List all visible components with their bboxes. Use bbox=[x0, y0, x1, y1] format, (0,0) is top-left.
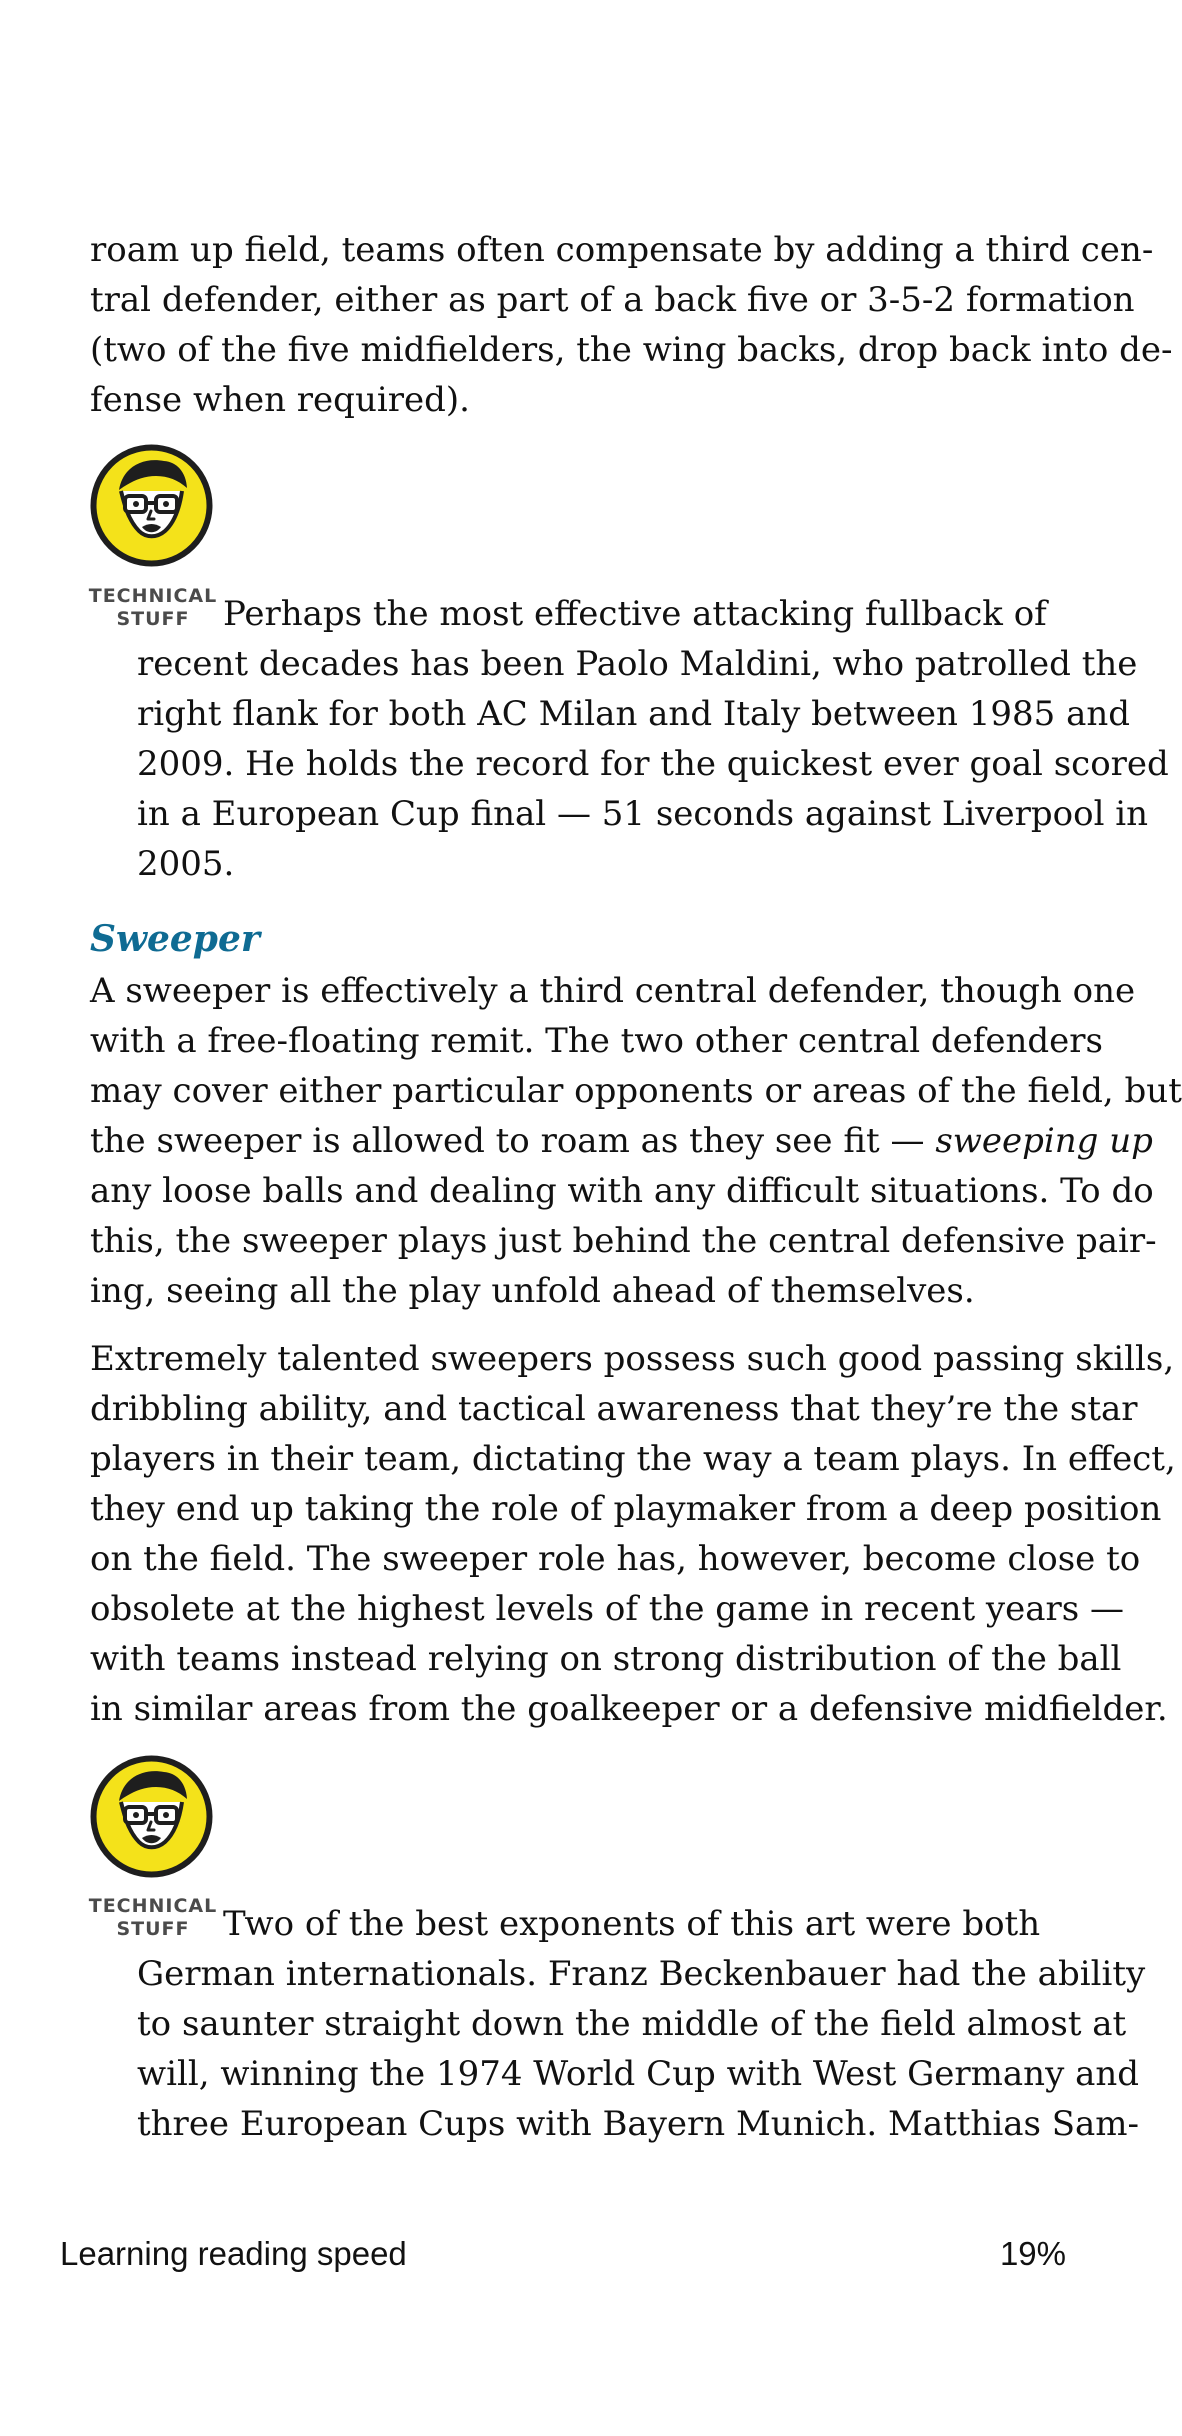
intro-line-2: tral defender, either as part of a back five or 3-5-2 formation bbox=[90, 280, 1135, 320]
technical-line-4: 2009. He holds the record for the quickest ever goal scored bbox=[137, 744, 1169, 784]
technical-line-5: in a European Cup final — 51 seconds against Liverpool in bbox=[137, 794, 1149, 834]
technical-stuff-paragraph-2 bbox=[90, 1899, 1146, 2149]
technical-stuff-label-line-2: STUFF bbox=[116, 1918, 190, 1940]
sweeper-line-4-text: the sweeper is allowed to roam as they see fit — bbox=[90, 1121, 936, 1161]
technical-2-line-3: to saunter straight down the middle of the field almost at bbox=[137, 2004, 1127, 2044]
sweeper-line-1: A sweeper is effectively a third central defender, though one bbox=[90, 971, 1136, 1011]
technical-line-2: recent decades has been Paolo Maldini, who patrolled the bbox=[137, 644, 1138, 684]
technical-stuff-label-line-1: TECHNICAL bbox=[88, 585, 218, 607]
sweeper-line-3: may cover either particular opponents or areas of the field, but bbox=[90, 1071, 1182, 1111]
technical-line-6: 2005. bbox=[137, 844, 235, 884]
reading-speed-status: Learning reading speed bbox=[60, 2235, 407, 2272]
technical-2-line-5: three European Cups with Bayern Munich. Matthias Sam- bbox=[137, 2104, 1140, 2144]
intro-paragraph bbox=[90, 225, 1173, 425]
sweeper-paragraph-2-line-6: obsolete at the highest levels of the game in recent years — bbox=[90, 1589, 1125, 1629]
sweeper-line-5: any loose balls and dealing with any difficult situations. To do bbox=[90, 1171, 1154, 1211]
sweeper-line-7: ing, seeing all the play unfold ahead of themselves. bbox=[90, 1271, 975, 1311]
intro-line-1: roam up field, teams often compensate by adding a third cen- bbox=[90, 230, 1154, 270]
sweeper-line-6: this, the sweeper plays just behind the central defensive pair- bbox=[90, 1221, 1157, 1261]
technical-line-1: Perhaps the most effective attacking fullback of bbox=[223, 594, 1047, 634]
sweeper-paragraph-2 bbox=[90, 1334, 1176, 1734]
sweeper-paragraph-2-line-8: in similar areas from the goalkeeper or a defensive midfielder. bbox=[90, 1689, 1168, 1729]
sweeper-paragraph-1 bbox=[90, 966, 1182, 1316]
sweeping-up-emphasis: sweeping up bbox=[935, 1121, 1153, 1161]
technical-2-line-1: Two of the best exponents of this art were both bbox=[223, 1904, 1041, 1944]
technical-line-3: right flank for both AC Milan and Italy between 1985 and bbox=[137, 694, 1131, 734]
intro-line-3: (two of the five midfielders, the wing backs, drop back into de- bbox=[90, 330, 1173, 370]
sweeper-line-4 bbox=[90, 1116, 1153, 1166]
technical-stuff-icon bbox=[89, 443, 214, 568]
section-heading-sweeper: Sweeper bbox=[90, 918, 260, 960]
sweeper-paragraph-2-line-3: players in their team, dictating the way a team plays. In effect, bbox=[90, 1439, 1176, 1479]
sweeper-paragraph-2-line-1: Extremely talented sweepers possess such good passing skills, bbox=[90, 1339, 1175, 1379]
technical-stuff-label-line-2: STUFF bbox=[116, 608, 190, 630]
technical-stuff-paragraph-1 bbox=[90, 589, 1169, 889]
technical-stuff-icon bbox=[89, 1754, 214, 1879]
sweeper-paragraph-2-line-2: dribbling ability, and tactical awareness that they’re the star bbox=[90, 1389, 1138, 1429]
reading-progress: 19% bbox=[999, 2235, 1066, 2272]
technical-stuff-label-line-1: TECHNICAL bbox=[88, 1895, 218, 1917]
sweeper-line-2: with a free-floating remit. The two other central defenders bbox=[90, 1021, 1103, 1061]
sweeper-paragraph-2-line-4: they end up taking the role of playmaker from a deep position bbox=[90, 1489, 1162, 1529]
sweeper-paragraph-2-line-5: on the field. The sweeper role has, however, become close to bbox=[90, 1539, 1141, 1579]
sweeper-paragraph-2-line-7: with teams instead relying on strong distribution of the ball bbox=[90, 1639, 1122, 1679]
intro-line-4: fense when required). bbox=[90, 380, 470, 420]
technical-2-line-2: German internationals. Franz Beckenbauer had the ability bbox=[137, 1954, 1146, 1994]
technical-2-line-4: will, winning the 1974 World Cup with West Germany and bbox=[137, 2054, 1140, 2094]
